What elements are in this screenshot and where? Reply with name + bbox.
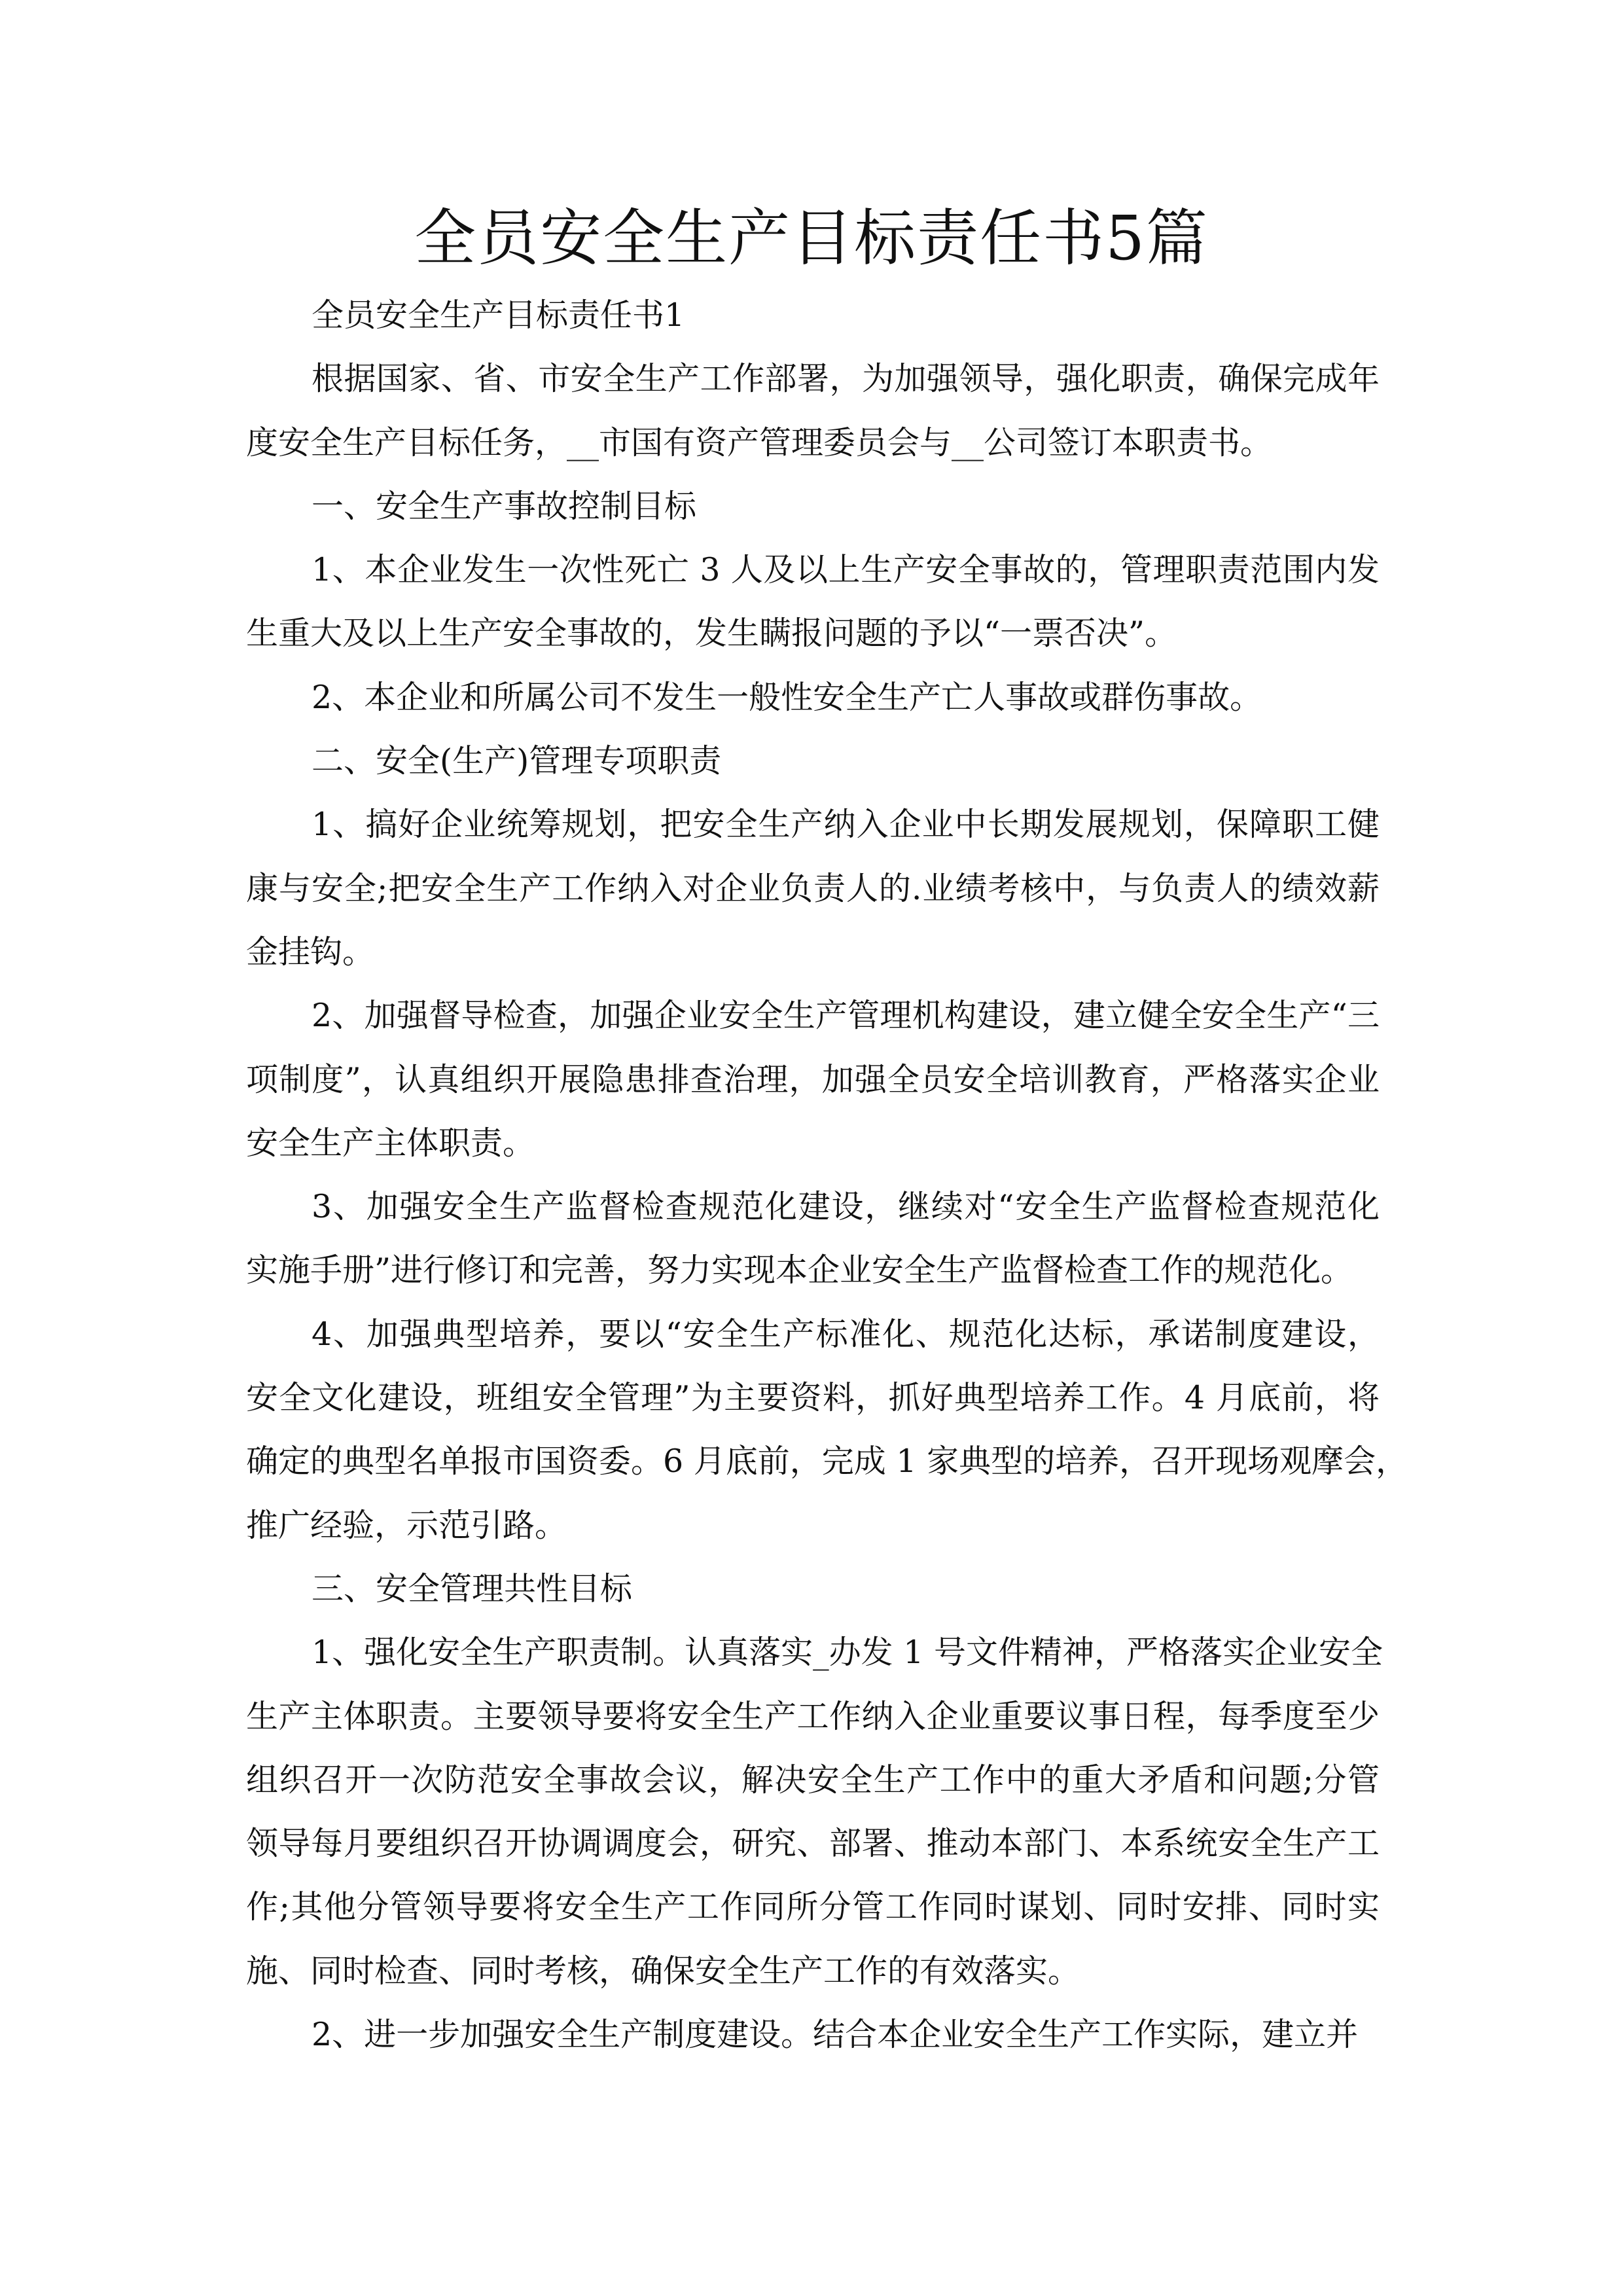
paragraph <box>246 347 1380 475</box>
paragraph-line: 生重大及以上生产安全事故的，发生瞒报问题的予以“一票否决”。 <box>246 615 1177 653</box>
paragraph <box>246 1302 1408 1557</box>
paragraph-line: 2、加强督导检查，加强企业安全生产管理机构建设，建立健全安全生产“三 <box>312 997 1380 1035</box>
paragraph-line: 安全文化建设，班组安全管理”为主要资料，抓好典型培养工作。4 月底前，将 <box>246 1379 1380 1417</box>
paragraph-line: 确定的典型名单报市国资委。6 月底前，完成 1 家典型的培养，召开现场观摩会， <box>246 1443 1408 1480</box>
paragraph-line: 安全生产主体职责。 <box>246 1124 535 1162</box>
paragraph-line: 推广经验，示范引路。 <box>246 1506 567 1544</box>
paragraph-line: 项制度”，认真组织开展隐患排查治理，加强全员安全培训教育，严格落实企业 <box>246 1060 1380 1098</box>
paragraph-line: 金挂钩。 <box>246 933 375 971</box>
paragraph-line: 1、本企业发生一次性死亡 3 人及以上生产安全事故的，管理职责范围内发 <box>312 551 1380 589</box>
paragraph-line: 组织召开一次防范安全事故会议，解决安全生产工作中的重大矛盾和问题;分管 <box>246 1761 1380 1799</box>
paragraph-line: 领导每月要组织召开协调调度会，研究、部署、推动本部门、本系统安全生产工 <box>246 1825 1380 1863</box>
paragraph-line: 二、安全(生产)管理专项职责 <box>312 742 722 780</box>
paragraph <box>246 1621 1383 2003</box>
paragraph-line: 1、搞好企业统筹规划，把安全生产纳入企业中长期发展规划，保障职工健 <box>312 806 1380 844</box>
document-body <box>246 283 1408 2066</box>
paragraph-line: 度安全生产目标任务，__市国有资产管理委员会与__公司签订本职责书。 <box>246 423 1273 461</box>
paragraph-line: 施、同时检查、同时考核，确保安全生产工作的有效落实。 <box>246 1952 1080 1990</box>
document-title: 全员安全生产目标责任书5篇 <box>414 203 1209 274</box>
paragraph <box>246 793 1380 984</box>
paragraph-line: 作;其他分管领导要将安全生产工作同所分管工作同时谋划、同时安排、同时实 <box>246 1888 1380 1926</box>
paragraph <box>246 666 1380 729</box>
paragraph <box>246 729 1380 793</box>
paragraph-line: 3、加强安全生产监督检查规范化建设，继续对“安全生产监督检查规范化 <box>312 1188 1380 1226</box>
paragraph <box>246 1175 1380 1302</box>
paragraph-line: 生产主体职责。主要领导要将安全生产工作纳入企业重要议事日程，每季度至少 <box>246 1697 1380 1735</box>
paragraph-line: 1、强化安全生产职责制。认真落实_办发 1 号文件精神，严格落实企业安全 <box>312 1634 1383 1672</box>
paragraph-line: 一、安全生产事故控制目标 <box>312 487 697 525</box>
paragraph <box>246 538 1380 666</box>
paragraph <box>246 984 1380 1175</box>
paragraph-line: 实施手册”进行修订和完善，努力实现本企业安全生产监督检查工作的规范化。 <box>246 1251 1353 1289</box>
paragraph-line: 4、加强典型培养，要以“安全生产标准化、规范化达标，承诺制度建设， <box>312 1315 1380 1353</box>
paragraph-line: 根据国家、省、市安全生产工作部署，为加强领导，强化职责，确保完成年 <box>312 360 1380 398</box>
paragraph-line: 全员安全生产目标责任书1 <box>312 296 685 334</box>
paragraph <box>246 475 1380 538</box>
paragraph-line: 2、进一步加强安全生产制度建设。结合本企业安全生产工作实际，建立并 <box>312 2016 1359 2054</box>
paragraph-line: 康与安全;把安全生产工作纳入对企业负责人的.业绩考核中，与负责人的绩效薪 <box>246 869 1380 907</box>
paragraph-line: 2、本企业和所属公司不发生一般性安全生产亡人事故或群伤事故。 <box>312 678 1262 716</box>
paragraph <box>246 283 1380 347</box>
paragraph <box>246 2003 1380 2066</box>
paragraph-line: 三、安全管理共性目标 <box>312 1570 633 1607</box>
paragraph <box>246 1557 1380 1621</box>
